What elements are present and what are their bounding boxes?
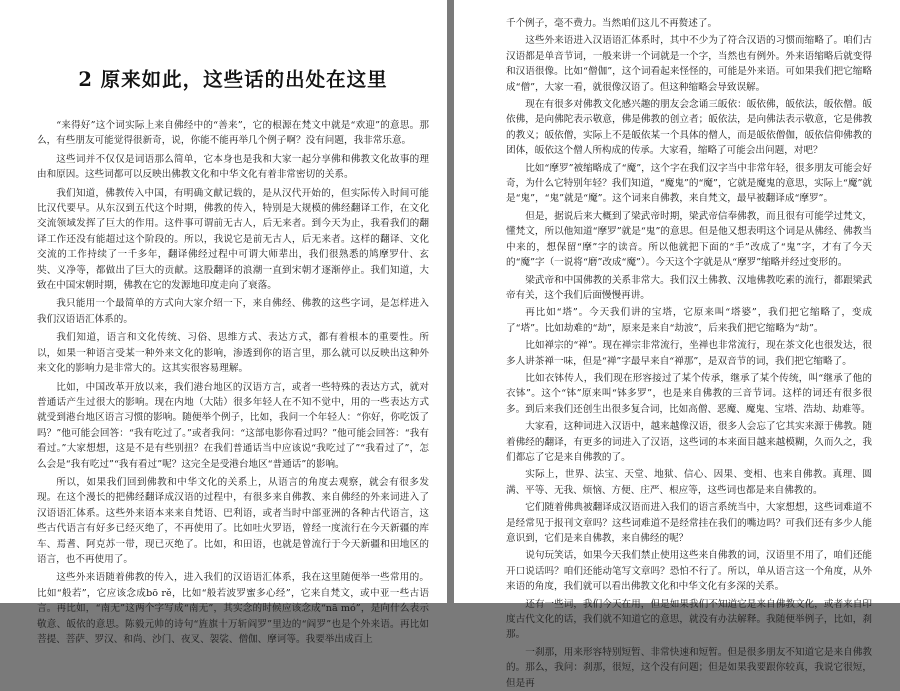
paragraph: 现在有很多对佛教文化感兴趣的朋友会念诵三皈依：皈依佛，皈依法，皈依僧。皈依佛，是向佛陀表示敬意，佛是佛教的创立者；皈依法，是向佛法表示敬意，它是佛教的教义；皈依僧，实际上不是皈依某一个具体的僧人，而是皈依僧伽，皈依信仰佛教的团体，皈依这个僧人所构成的传承。大家看，缩略了可能会出问题，对吧？ — [506, 99, 872, 157]
paragraph: 我们知道，佛教传入中国，有明确文献记载的，是从汉代开始的，但实际传入时间可能比汉代要早。从东汉到五代这个时期，佛教的传入，特别是大规模的佛经翻译工作，在文化交流领域发挥了巨大的作用。这件事可谓前无古人，后无来者。到今天为止，我看我们的翻译工作还没有能超过这个阶段的。所以，我说它是前无古人，后无来者。这样的翻译、文化交流的工作持续了一千多年，翻译佛经过程中可谓大师辈出，我们很熟悉的鸠摩罗什、玄奘、义净等，都做出了巨大的贡献。这股翻译的浪潮一直到宋朝才逐渐停止。我们知道，大致在中国宋朝时期，佛教在它的发源地印度走向了衰落。 — [37, 187, 429, 292]
paragraph: 还有一些词，我们今天在用，但是如果我们不知道它是来自佛教文化，或者来自印度古代文化的话，我们就不知道它的意思，就没有办法解释。我随便举例子，比如，刹那。 — [506, 598, 872, 641]
paragraph: 我们知道，语言和文化传统、习俗、思维方式、表达方式，都有着根本的重要性。所以，如果一种语言受某一种外来文化的影响，渗透到你的语言里，那么就可以反映出这种外来文化的影响力是非常大的。这其实很容易理解。 — [37, 332, 429, 375]
paragraph: 这些外来语进入汉语语汇体系时，其中不少为了符合汉语的习惯而缩略了。咱们古汉语都是单音节词，一般来讲一个词就是一个字，当然也有例外。外来语缩略后就变得和汉语很像。比如“僧伽”，这个词看起来怪怪的，可能是外来语。可如果我们把它缩略成“僧”，大家一看，就很像汉语了。但这种缩略会导致误解。 — [506, 35, 872, 93]
paragraph: 所以，如果我们回到佛教和中华文化的关系上，从语言的角度去观察，就会有很多发现。在这个漫长的把佛经翻译成汉语的过程中，有很多来自佛教、来自佛经的外来词进入了汉语语汇体系。这些外来语本来来自梵语、巴利语，或者当时中部亚洲的各种古代语言，这些古代语言有好多已经灭绝了，不再使用了。比如吐火罗语，曾经一度流行在今天新疆的库车、焉耆、阿克苏一带，现已灭绝了。比如，和田语，也就是曾流行于今天新疆和田地区的语言，也不再使用了。 — [37, 476, 429, 565]
paragraph: 但是，据说后来大概到了梁武帝时期，梁武帝信奉佛教，而且很有可能学过梵文，懂梵文，所以他知道“摩罗”就是“鬼”的意思。但是他又想表明这个词是从佛经、佛教当中来的，想保留“摩”字的读音。所以他就把下面的“手”改成了“鬼”字，才有了今天的“魔”字（一说将“磨”改成“魔”）。今天这个字就是从“摩罗”缩略并经过变形的。 — [506, 210, 872, 269]
paragraph: 大家看，这种词进入汉语中，越来越像汉语，很多人会忘了它其实来源于佛教。随着佛经的翻译，有更多的词进入了汉语，这些词的本来面目越来越模糊，久而久之，我们都忘了它是来自佛教的了。 — [506, 421, 872, 463]
paragraph: 再比如“塔”。今天我们讲的宝塔，它原来叫“塔婆”，我们把它缩略了，变成了“塔”。比如劫难的“劫”，原来是来自“劫波”，后来我们把它缩略为“劫”。 — [506, 307, 872, 334]
paragraph: 它们随着佛典被翻译成汉语而进入我们的语言系统当中，大家想想，这些词难道不是经常见于报刊文章吗？这些词难道不是经常挂在我们的嘴边吗？可我们还有多少人能意识到，它们是来自佛教，来自佛经的呢？ — [506, 502, 872, 544]
paragraph: 比如“摩罗”被缩略成了“魔”，这个字在我们汉字当中非常年轻，很多朋友可能会好奇，为什么它特别年轻？我们知道，“魔鬼”的“魔”，它就是魔鬼的意思，实际上“魔”就是“鬼”，“鬼”就是“魔”。这个词来自佛教，来自梵文，最早被翻译成“摩罗”。 — [506, 162, 872, 205]
paragraph: 说句玩笑话，如果今天我们禁止使用这些来自佛教的词，汉语里不用了，咱们还能开口说话吗？咱们还能动笔写文章吗？恐怕不行了。所以，单从语言这一个角度，从外来语的角度，我们就可以看出佛教文化和中华文化有多深的关系。 — [506, 550, 872, 593]
left-page — [0, 0, 447, 645]
right-page — [454, 0, 900, 689]
paragraph: 比如衣钵传人，我们现在形容接过了某个传承，继承了某个传统，叫“继承了他的衣钵”。这个“钵”原来叫“钵多罗”，也是来自佛教的三音节词。这样的词还有很多很多。到后来我们还创生出很多复合词，比如高僧、恶魔、魔鬼、宝塔、浩劫、劫难等。 — [506, 372, 872, 415]
paragraph: 梁武帝和中国佛教的关系非常大。我们汉土佛教、汉地佛教吃素的流行，都跟梁武帝有关，这个我们后面慢慢再讲。 — [506, 274, 872, 301]
paragraph-continued: 千个例子，毫不费力。当然咱们这儿不再赘述了。 — [506, 18, 718, 29]
paragraph: 比如，中国改革开放以来，我们港台地区的汉语方言，或者一些特殊的表达方式，就对普通话产生过很大的影响。现在内地（大陆）很多年轻人在不知不觉中，用的一些表达方式就受到港台地区语言习惯的影响。随便举个例子，比如，我问一个年轻人：“你好，你吃饭了吗？”他可能会回答：“我有吃过了。”或者我问：“这部电影你看过吗？”他可能会回答：“我有看过。”大家想想，这是不是有些别扭？在我们普通话当中应该说“我吃过了”“我看过了”，怎么会是“我有吃过”“我有看过”呢？这完全是受港台地区“普通话”的影响。 — [37, 381, 429, 470]
paragraph: “来得好”这个词实际上来自佛经中的“善来”，它的根源在梵文中就是“欢迎”的意思。那么，有些朋友可能觉得很新奇，说，你能不能再举几个例子啊？没有问题，我非常乐意。 — [37, 120, 429, 147]
paragraph: 比如禅宗的“禅”。现在禅宗非常流行，坐禅也非常流行，现在茶文化也很发达，很多人讲茶禅一味，但是“禅”字最早来自“禅那”，是双音节的词，我们把它缩略了。 — [506, 340, 872, 367]
paragraph: 一刹那，用来形容特别短暂、非常快速和短暂。但是很多朋友不知道它是来自佛教的。那么，我问：刹那，很短，这个没有问题；但是如果我要跟你较真，我说它很短，但是再 — [506, 646, 872, 689]
paragraph: 这些外来语随着佛教的传入，进入我们的汉语语汇体系，我在这里随便举一些常用的。比如“般若”，它应该念成bō rě，比如“般若波罗蜜多心经”，它来自梵文，或中亚一些古语言。再比如，“南无”这两个字写成“南无”，其实念的时候应该念成“nā mó”，是向什么表示敬意、皈依的意思。陈毅元帅的诗句“旌旗十万斩阎罗”里边的“阎罗”也是个外来语。再比如菩提、菩萨、罗汉、和尚、沙门、夜叉、袈裟、僧伽、摩诃等。我要举出成百上 — [37, 572, 429, 645]
paragraph: 这些词并不仅仅是词语那么简单，它本身也是我和大家一起分享佛和佛教文化故事的理由和原因。这些词都可以反映出佛教文化和中华文化有着非常密切的关系。 — [37, 153, 429, 181]
paragraph: 实际上，世界、法宝、天堂、地狱、信心、因果、变相、也来自佛教。真理、圆满、平等、无我、烦恼、方便、庄严、根应等，这些词也都是来自佛教的。 — [506, 469, 872, 496]
paragraph: 我只能用一个最简单的方式向大家介绍一下，来自佛经、佛教的这些字词，是怎样进入我们汉语语汇体系的。 — [37, 298, 429, 325]
chapter-title: 2 原来如此，这些话的出处在这里 — [78, 68, 388, 91]
